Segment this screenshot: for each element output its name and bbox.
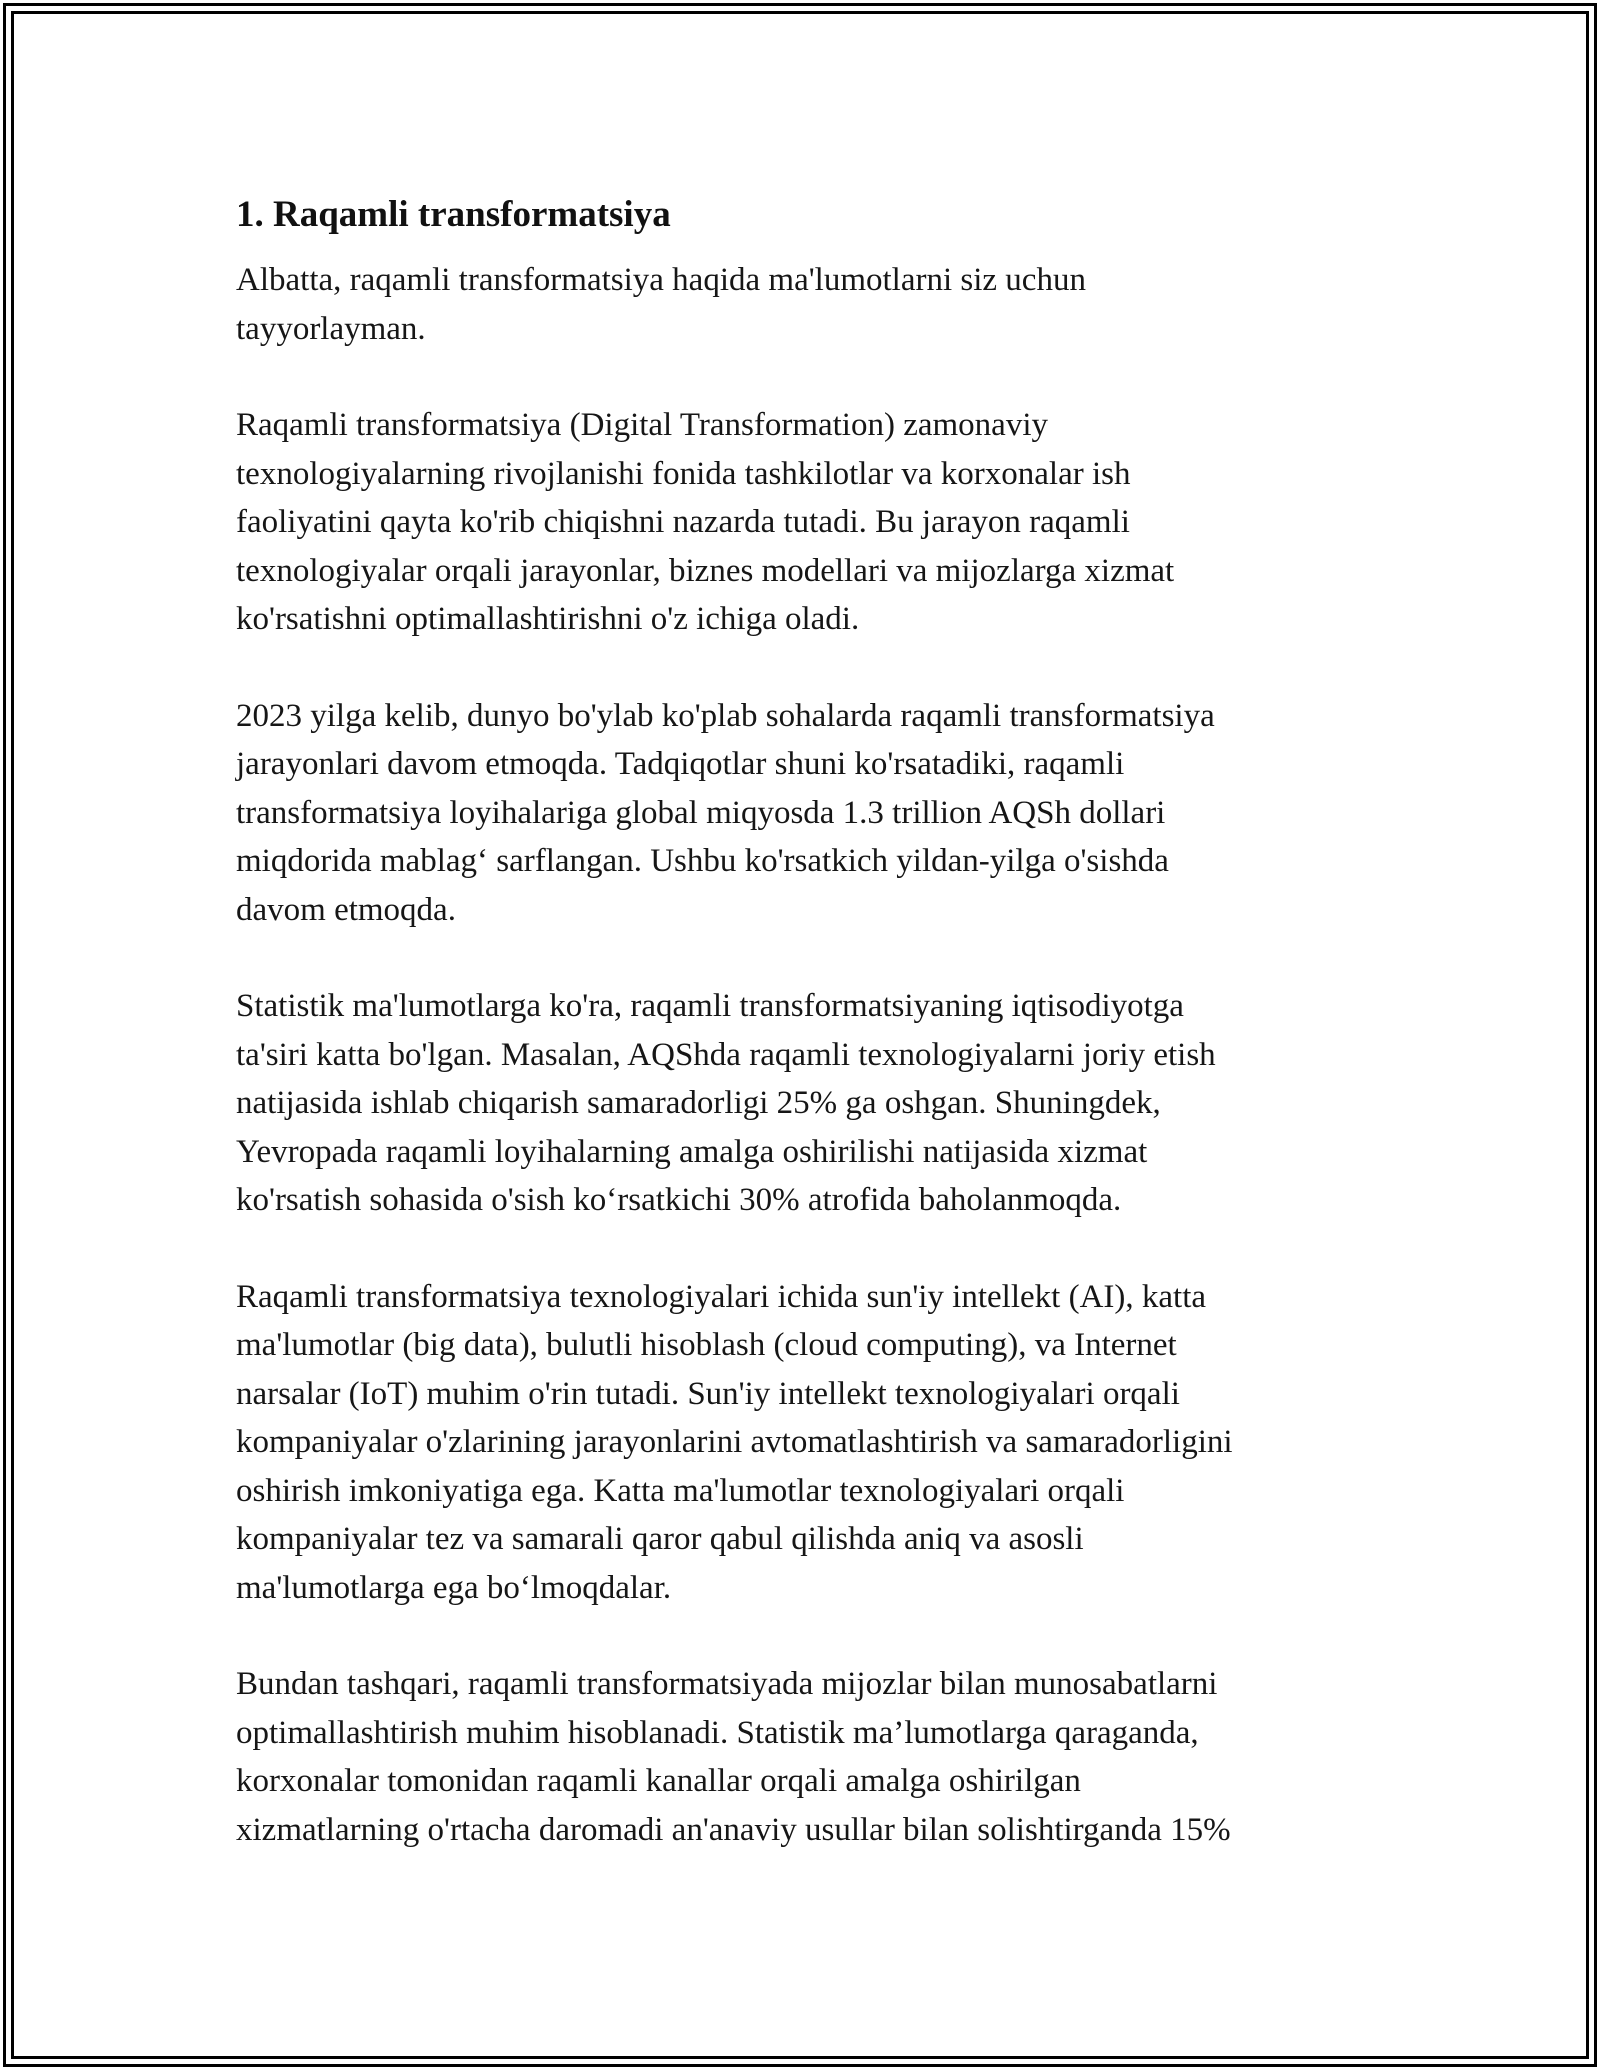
paragraph-statistics: Statistik ma'lumotlarga ko'ra, raqamli transformatsiyaning iqtisodiyotga ta'siri katta bo'lgan. Masalan, AQShda raqamli texnologiyalarni joriy etish natijasida ishlab chiqarish samaradorligi 25% ga oshgan. Shuningdek, Yevropada raqamli loyihalarning amalga oshirilishi natijasida xizmat ko'rsatish sohasida o'sish ko‘rsatkichi 30% atrofida baholanmoqda. xyxy=(236,988,1216,1218)
paragraph-investment: 2023 yilga kelib, dunyo bo'ylab ko'plab sohalarda raqamli transformatsiya jarayonlari davom etmoqda. Tadqiqotlar shuni ko'rsatadiki, raqamli transformatsiya loyihalariga global miqyosda 1.3 trillion AQSh dollari miqdorida mablag‘ sarflangan. Ushbu ko'rsatkich yildan-yilga o'sishda davom etmoqda. xyxy=(236,697,1215,928)
paragraph-customers: Bundan tashqari, raqamli transformatsiyada mijozlar bilan munosabatlarni optimallashtirish muhim hisoblanadi. Statistik ma’lumotlarga qaraganda, korxonalar tomonidan raqamli kanallar orqali amalga oshirilgan xizmatlarning o'rtacha daromadi an'anaviy usullar bilan solishtirganda 15% xyxy=(236,1666,1231,1848)
section-heading: 1. Raqamli transformatsiya xyxy=(236,194,671,235)
document-body xyxy=(236,186,1366,1854)
paragraph-intro: Albatta, raqamli transformatsiya haqida ma'lumotlarni siz uchun tayyorlayman. xyxy=(236,262,1086,347)
paragraph-definition: Raqamli transformatsiya (Digital Transformation) zamonaviy texnologiyalarning rivojlanishi fonida tashkilotlar va korxonalar ish faoliyatini qayta ko'rib chiqishni nazarda tutadi. Bu jarayon raqamli texnologiyalar orqali jarayonlar, biznes modellari va mijozlarga xizmat ko'rsatishni optimallashtirishni o'z ichiga oladi. xyxy=(236,407,1175,637)
paragraph-technologies: Raqamli transformatsiya texnologiyalari ichida sun'iy intellekt (AI), katta ma'lumotlar (big data), bulutli hisoblash (cloud computing), va Internet narsalar (IoT) muhim o'rin tutadi. Sun'iy intellekt texnologiyalari orqali kompaniyalar o'zlarining jarayonlarini avtomatlashtirish va samaradorligini oshirish imkoniyatiga ega. Katta ma'lumotlar texnologiyalari orqali kompaniyalar tez va samarali qaror qabul qilishda aniq va asosli ma'lumotlarga ega bo‘lmoqdalar. xyxy=(236,1278,1233,1606)
